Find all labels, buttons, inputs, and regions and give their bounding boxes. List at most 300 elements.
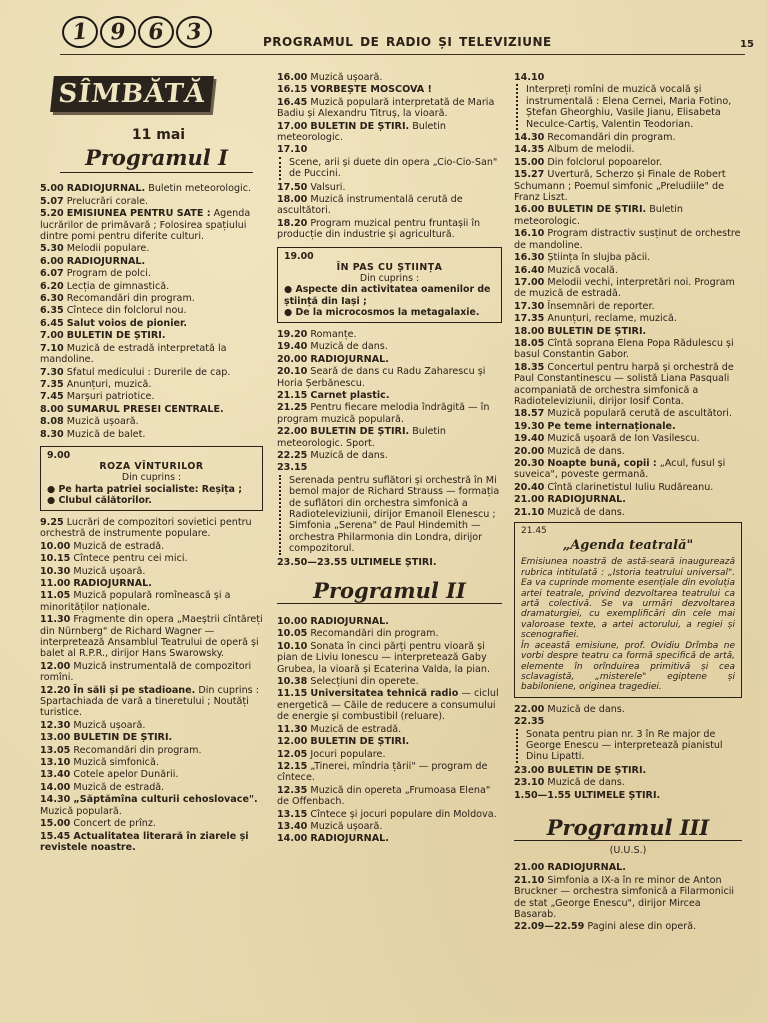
column-3 [514,72,742,934]
schedule-entry [277,426,502,449]
entry-bold-text: Pe teme internaționale. [547,420,676,432]
entry-time: 11.05 [40,590,71,602]
day-banner: SÎMBĂTĂ [50,76,214,112]
entry-time: 15.27 [514,169,545,181]
entry-time: 23.00 [514,764,545,776]
entry-bold-text: Salut voios de pionier. [66,317,188,329]
box-item: ● De la microcosmos la metagalaxie. [284,306,480,318]
entry-time: 19.30 [514,420,545,432]
entry-time: 23.10 [514,777,545,789]
box-item: ● Pe harta patriei socialiste: Reșița ; [47,483,243,495]
schedule-entry [514,313,742,324]
entry-text: Buletin meteorologic. Sport. [277,426,446,449]
entry-time: 16.00 [514,204,545,216]
entry-text: Muzică de dans. [547,777,625,789]
entry-text: Știința în slujba păcii. [547,252,651,264]
entry-time: 6.45 [40,317,64,329]
entry-time: 6.20 [40,280,64,292]
entry-text: Muzică de dans. [310,449,388,461]
schedule-entry [277,72,502,83]
entry-text: Lecția de gimnastică. [66,280,170,292]
entry-text: Selecțiuni din operete. [310,676,419,688]
schedule-entry [514,362,742,408]
schedule-entry [277,833,502,844]
entry-time: 11.00 [40,577,71,589]
entry-bold-text: În săli și pe stadioane. [73,684,196,696]
schedule-entry [514,433,742,444]
entry-bold-text: RADIOJURNAL. [310,833,389,845]
schedule-entry [277,809,502,820]
schedule-entry [514,765,742,776]
entry-bold-text: „Săptămîna culturii cehoslovace". [73,794,258,806]
entry-time: 13.10 [40,757,71,769]
entry-time: 7.30 [40,366,64,378]
schedule-entry [514,408,742,419]
schedule-entry [40,745,263,756]
entry-text: Muzică populară interpretată de Maria Badiu și Alexandru Titruș, la vioară. [277,96,495,120]
entry-text: Lucrări de compozitori sovietici pentru orchestră de instrumente populare. [40,516,252,540]
bracketed-entry: Interpreți romîni de muzică vocală și instrumentală : Elena Cernei, Maria Fotino, Ștefan Gheorghiu, Vasile Jianu, Elisabeta Neculce-Cartiș, Valentin Teodorian. [516,84,742,130]
schedule-entry [514,507,742,518]
schedule-entry [40,794,263,817]
entry-time: 18.00 [277,194,308,206]
entry-text: Melodii vechi, interpretări noi. Program de muzică de estradă. [514,276,735,300]
schedule-list [514,765,742,801]
entry-bold-text: VORBEȘTE MOSCOVA ! [310,84,432,96]
entry-text: Muzică de estradă interpretată la mandoline. [40,342,227,366]
entry-time: 17.00 [277,120,308,132]
schedule-entry [277,688,502,722]
schedule-entry [277,366,502,389]
entry-time: 11.30 [40,614,71,626]
entry-time: 21.15 [277,389,308,401]
entry-time: 20.00 [277,353,308,365]
schedule-entry [40,732,263,743]
entry-text: Uvertură, Scherzo și Finale de Robert Schumann ; Poemul simfonic „Preludiile" de Franz Liszt. [514,169,726,204]
schedule-entry [40,831,263,854]
schedule-entry [40,305,263,316]
agenda-body: În această emisiune, prof. Ovidiu Drîmba ne vorbi despre teatru ca formă specifică de artă, elemente în orînduirea primitivă și cea sclavagistă, „misterele" egiptene și babiloniene, originea tragediei. [521,640,735,693]
entry-time: 18.35 [514,361,545,373]
entry-text: Sonata în cinci părți pentru vioară și pian de Liviu Ionescu — interpretează Gaby Grubea, la vioară și Ecaterina Valda, la pian. [277,640,490,675]
entry-text: Melodii populare. [66,243,150,255]
entry-time: 10.00 [277,616,308,628]
entry-time: 21.00 [514,494,545,506]
entry-time: 21.00 [514,862,545,874]
entry-text: Recomandări din program. [310,628,439,640]
schedule-entry [277,736,502,747]
header-divider [60,54,745,55]
entry-bold-text: BULETIN DE ȘTIRI. [547,204,647,216]
schedule-entry [514,482,742,493]
entry-time: 22.25 [277,449,308,461]
box-item: ● Clubul călătorilor. [47,494,152,506]
entry-text: Program distractiv susținut de orchestre de mandoline. [514,228,741,251]
entry-time: 8.08 [40,416,64,428]
entry-time: 16.45 [277,96,308,108]
schedule-entry [40,685,263,719]
entry-bold-text: RADIOJURNAL. [310,353,389,365]
schedule-entry: 23.50—23.55 ULTIMELE ȘTIRI. [277,556,437,568]
schedule-entry [514,875,742,921]
schedule-entry [277,97,502,120]
entry-time: 17.30 [514,300,545,312]
schedule-entry [40,757,263,768]
entry-time: 6.35 [40,305,64,317]
date-label: 11 mai [131,127,186,143]
feature-box [40,446,263,511]
entry-bold-text: RADIOJURNAL. [66,255,146,267]
year-digit: 1 [61,15,99,49]
column-1 [40,72,263,854]
schedule-entry [40,566,263,577]
schedule-entry [277,724,502,735]
entry-time: 1.50—1.55 [514,789,571,801]
entry-bold-text: EMISIUNEA PENTRU SATE : [66,208,211,220]
schedule-entry [277,182,502,193]
entry-text: Concert de prînz. [73,818,156,830]
entry-time: 16.40 [514,264,545,276]
entry-time: 18.05 [514,337,545,349]
schedule-entry [40,330,263,341]
schedule-entry: 22.35 [514,716,545,728]
entry-time: 7.10 [40,342,64,354]
schedule-entry [277,641,502,675]
schedule-entry [514,277,742,300]
entry-time: 16.10 [514,228,545,240]
schedule-entry [40,243,263,254]
entry-time: 16.15 [277,84,308,96]
schedule-entry [40,293,263,304]
entry-text: Program muzical pentru fruntașii în producție din industrie și agricultură. [277,217,481,241]
bracketed-entry: Serenada pentru suflători și orchestră în Mi bemol major de Richard Strauss — formația de suflători din orchestra simfonică a Radioteleviziunii, dirijor Emanoil Elenescu ; Simfonia „Serena" de Paul Hindemith — orchestra Philarmonia din Londra, dirijor compozitorul. [279,475,502,555]
schedule-entry [40,379,263,390]
entry-time: 18.00 [514,325,545,337]
schedule-entry [514,157,742,168]
schedule-entry [277,329,502,340]
entry-time: 22.00 [514,703,545,715]
entry-bold-text: RADIOJURNAL. [73,577,152,589]
entry-time: 20.00 [514,445,545,457]
entry-time: 14.30 [40,794,71,806]
entry-text: Pagini alese din operă. [587,921,697,933]
entry-time: 10.05 [277,628,308,640]
schedule-entry [40,578,263,589]
schedule-entry [40,782,263,793]
schedule-list [277,182,502,241]
entry-time: 14.30 [514,132,545,144]
entry-bold-text: RADIOJURNAL. [547,862,626,874]
schedule-entry [277,676,502,687]
entry-text: Muzică de estradă. [310,723,402,735]
schedule-entry [277,628,502,639]
schedule-entry [40,256,263,267]
entry-time: 21.10 [514,874,545,886]
entry-text: — ciclul energetică — Căile de reducere a consumului de energie și combustibil (reluare). [277,688,499,723]
entry-text: Muzică ușoară. [310,820,383,832]
entry-time: 12.00 [40,660,71,672]
entry-text: Muzică instrumentală de compozitori romîni. [40,660,252,684]
schedule-entry [514,252,742,263]
entry-text: Pentru fiecare melodia îndrăgită — în program muzică populară. [277,402,490,425]
box-title: ROZA VÎNTURILOR [99,461,204,473]
entry-time: 12.35 [277,784,308,796]
year-logo [62,16,212,48]
entry-text: Muzică de dans. [547,506,625,518]
program-subtitle: (U.U.S.) [609,844,647,856]
entry-text: Muzică de dans. [547,445,625,457]
box-subtitle: Din cuprins : [359,273,420,285]
schedule-list [277,72,502,143]
entry-text: Muzică simfonică. [73,757,159,769]
schedule-entry [40,343,263,366]
schedule-entry [277,218,502,241]
box-subtitle: Din cuprins : [121,472,182,484]
agenda-title: „Agenda teatrală" [562,538,694,554]
entry-time: 17.35 [514,313,545,325]
schedule-entry [40,416,263,427]
schedule-entry [40,391,263,402]
entry-time: 6.30 [40,293,64,305]
schedule-entry [40,318,263,329]
entry-text: Însemnări de reporter. [547,300,655,312]
entry-time: 14.00 [277,833,308,845]
entry-text: Recomandări din program. [547,132,676,144]
entry-time: 13.40 [40,769,71,781]
schedule-entry [40,517,263,540]
schedule-entry: 17.10 [277,144,308,156]
schedule-entry [40,183,263,194]
year-digit: 3 [175,15,213,49]
entry-time: 13.15 [277,808,308,820]
entry-time: 18.20 [277,217,308,229]
box-time: 9.00 [47,449,71,461]
entry-time: 10.15 [40,553,71,565]
entry-bold-text: SUMARUL PRESEI CENTRALE. [66,403,224,415]
entry-text: Anunțuri, reclame, muzică. [547,313,677,325]
entry-bold-text: BULETIN DE ȘTIRI. [547,764,647,776]
entry-time: 22.09—22.59 [514,921,585,933]
schedule-entry [277,821,502,832]
entry-time: 19.20 [277,328,308,340]
schedule-entry [277,450,502,461]
entry-time: 22.00 [277,426,308,438]
schedule-entry [514,421,742,432]
schedule-entry [277,341,502,352]
schedule-entry [40,404,263,415]
entry-time: 17.00 [514,276,545,288]
agenda-body: Emisiunea noastră de astă-seară inaugurează rubrica intitulată : „Istoria teatrului universal". Ea va cuprinde momente esențiale din evoluția artei teatrale, privind dezvoltarea teatrului ca artă colectivă. Se va urmări dezvoltarea dramaturgiei, cu exemplificări din cele mai valoroase texte, a artei actorului, a regiei și scenografiei. [521,557,735,641]
entry-time: 6.07 [40,268,64,280]
entry-text: Muzică de dans. [310,341,388,353]
schedule-list [514,704,742,715]
year-digit: 9 [99,15,137,49]
entry-text: Marșuri patriotice. [66,391,155,403]
entry-time: 20.30 [514,458,545,469]
entry-text: Seară de dans cu Radu Zaharescu și Horia Șerbănescu. [277,366,486,389]
entry-text: Valsuri. [310,181,346,193]
entry-text: Buletin meteorologic. [145,183,252,195]
entry-time: 13.40 [277,820,308,832]
entry-bold-text: Noapte bună, copii : [547,458,657,469]
entry-time: 12.30 [40,719,71,731]
entry-text: Cîntă soprana Elena Popa Rădulescu și basul Constantin Gabor. [514,337,734,361]
entry-text: Cîntece din folclorul nou. [66,305,187,317]
entry-time: 15.00 [514,156,545,168]
entry-bold-text: RADIOJURNAL. [310,616,389,628]
schedule-list [277,616,502,845]
entry-text: Jocuri populare. [310,748,386,760]
entry-time: 5.00 [40,183,64,195]
bracketed-entry: Scene, arii și duete din opera „Cio-Cio-San" de Puccini. [279,157,502,180]
schedule-entry [277,121,502,144]
schedule-entry [514,326,742,337]
entry-time: 20.40 [514,481,545,493]
program-title: Programul III [514,815,742,841]
schedule-entry [40,429,263,440]
entry-text: Sfatul medicului : Durerile de cap. [66,366,231,378]
entry-time: 10.38 [277,676,308,688]
entry-bold-text: BULETIN DE ȘTIRI. [547,325,647,337]
entry-time: 12.20 [40,684,71,696]
schedule-entry [514,862,742,873]
entry-time: 12.00 [277,736,308,748]
schedule-entry: 14.10 [514,72,545,83]
entry-time: 7.00 [40,330,64,342]
entry-bold-text: RADIOJURNAL. [66,183,146,195]
entry-text: Muzică de balet. [66,428,146,440]
entry-text: Buletin meteorologic. [514,204,683,227]
entry-text: Muzică de dans. [547,703,625,715]
entry-time: 10.00 [40,540,71,552]
schedule-entry [277,194,502,217]
schedule-entry [40,590,263,613]
box-item: ● Aspecte din activitatea oamenilor de știință din Iași ; [284,284,491,307]
entry-time: 8.00 [40,403,64,415]
year-digit: 6 [137,15,175,49]
schedule-entry [277,402,502,425]
entry-text: Cîntece și jocuri populare din Moldova. [310,808,497,820]
entry-time: 14.00 [40,781,71,793]
entry-text: Muzică de estradă. [73,540,165,552]
entry-time: 12.15 [277,760,308,772]
program-title: Programul I [60,145,253,173]
entry-time: 7.35 [40,378,64,390]
page-number: 15 [740,39,754,50]
schedule-entry [40,818,263,829]
entry-bold-text: BULETIN DE ȘTIRI. [66,330,166,342]
entry-time: 12.05 [277,748,308,760]
schedule-entry [514,265,742,276]
schedule-entry [40,661,263,684]
schedule-list [40,517,263,853]
entry-text: Muzică ușoară. [73,565,146,577]
schedule-entry [40,720,263,731]
entry-bold-text: RADIOJURNAL. [547,494,626,506]
entry-text: Din folclorul popoarelor. [547,156,663,168]
schedule-entry [514,338,742,361]
entry-text: Program de polci. [66,268,151,280]
feature-box [277,247,502,323]
entry-time: 5.30 [40,243,64,255]
box-time: 19.00 [284,250,314,262]
schedule-list [514,862,742,932]
schedule-entry [277,84,502,95]
entry-time: 19.40 [277,341,308,353]
schedule-entry [514,169,742,203]
schedule-entry [277,616,502,627]
schedule-entry [514,494,742,505]
schedule-entry [40,208,263,242]
schedule-entry [514,132,742,143]
entry-time: 15.00 [40,818,71,830]
agenda-box [514,522,742,698]
entry-text: Muzică ușoară. [310,72,383,83]
schedule-entry [40,541,263,552]
page-header-title: PROGRAMUL DE RADIO ȘI TELEVIZIUNE [263,35,552,49]
entry-text: Muzică populară. [40,805,122,817]
entry-text: Fragmente din opera „Maeștrii cîntăreți din Nürnberg" de Richard Wagner — interpretează Ansamblul Teatrului de operă și balet al R.P.R., dirijor Hans Swarowsky. [40,614,263,660]
schedule-entry [514,777,742,788]
entry-time: 6.00 [40,255,64,267]
entry-text: Muzică ușoară de Ion Vasilescu. [547,433,700,445]
schedule-entry [277,390,502,401]
entry-text: Album de melodii. [547,144,635,156]
box-time: 21.45 [521,526,547,537]
entry-text: Muzică instrumentală cerută de ascultători. [277,194,463,217]
schedule-list [40,183,263,440]
entry-time: 16.30 [514,252,545,264]
entry-text: Muzică populară cerută de ascultători. [547,408,732,420]
entry-bold-text: Universitatea tehnică radio [310,688,459,700]
entry-time: 16.00 [277,72,308,83]
schedule-entry [514,204,742,227]
entry-text: „Tinerei, mîndria țării" — program de cîntece. [277,760,488,784]
entry-bold-text: BULETIN DE ȘTIRI. [310,736,410,748]
entry-time: 7.45 [40,391,64,403]
schedule-entry [40,769,263,780]
schedule-list [277,329,502,461]
entry-bold-text: ULTIMELE ȘTIRI. [574,789,661,801]
schedule-entry [514,790,742,801]
schedule-entry [514,301,742,312]
schedule-entry [40,614,263,660]
entry-time: 10.30 [40,565,71,577]
box-title: ÎN PAS CU ȘTIINȚA [336,261,443,273]
entry-text: Muzică de estradă. [73,781,165,793]
schedule-entry [514,458,742,481]
entry-time: 11.30 [277,723,308,735]
entry-text: Romanțe. [310,328,357,340]
schedule-entry [40,553,263,564]
schedule-entry: 23.15 [277,462,308,474]
entry-time: 14.35 [514,144,545,156]
entry-time: 10.10 [277,640,308,652]
schedule-entry [277,785,502,808]
entry-time: 11.15 [277,688,308,700]
column-2 [277,72,502,846]
schedule-entry [277,761,502,784]
entry-time: 13.05 [40,744,71,756]
schedule-entry [514,704,742,715]
entry-time: 21.10 [514,506,545,518]
entry-text: Muzică populară romînească și a minorităților naționale. [40,590,231,613]
entry-text: Muzică vocală. [547,264,618,276]
entry-text: Muzică ușoară. [66,416,139,428]
entry-text: Agenda lucrărilor de primăvară ; Folosirea spațiului dintre pomi pentru diferite culturi. [40,208,251,243]
entry-text: Cotele apelor Dunării. [73,769,179,781]
entry-text: Anunțuri, muzică. [66,378,152,390]
